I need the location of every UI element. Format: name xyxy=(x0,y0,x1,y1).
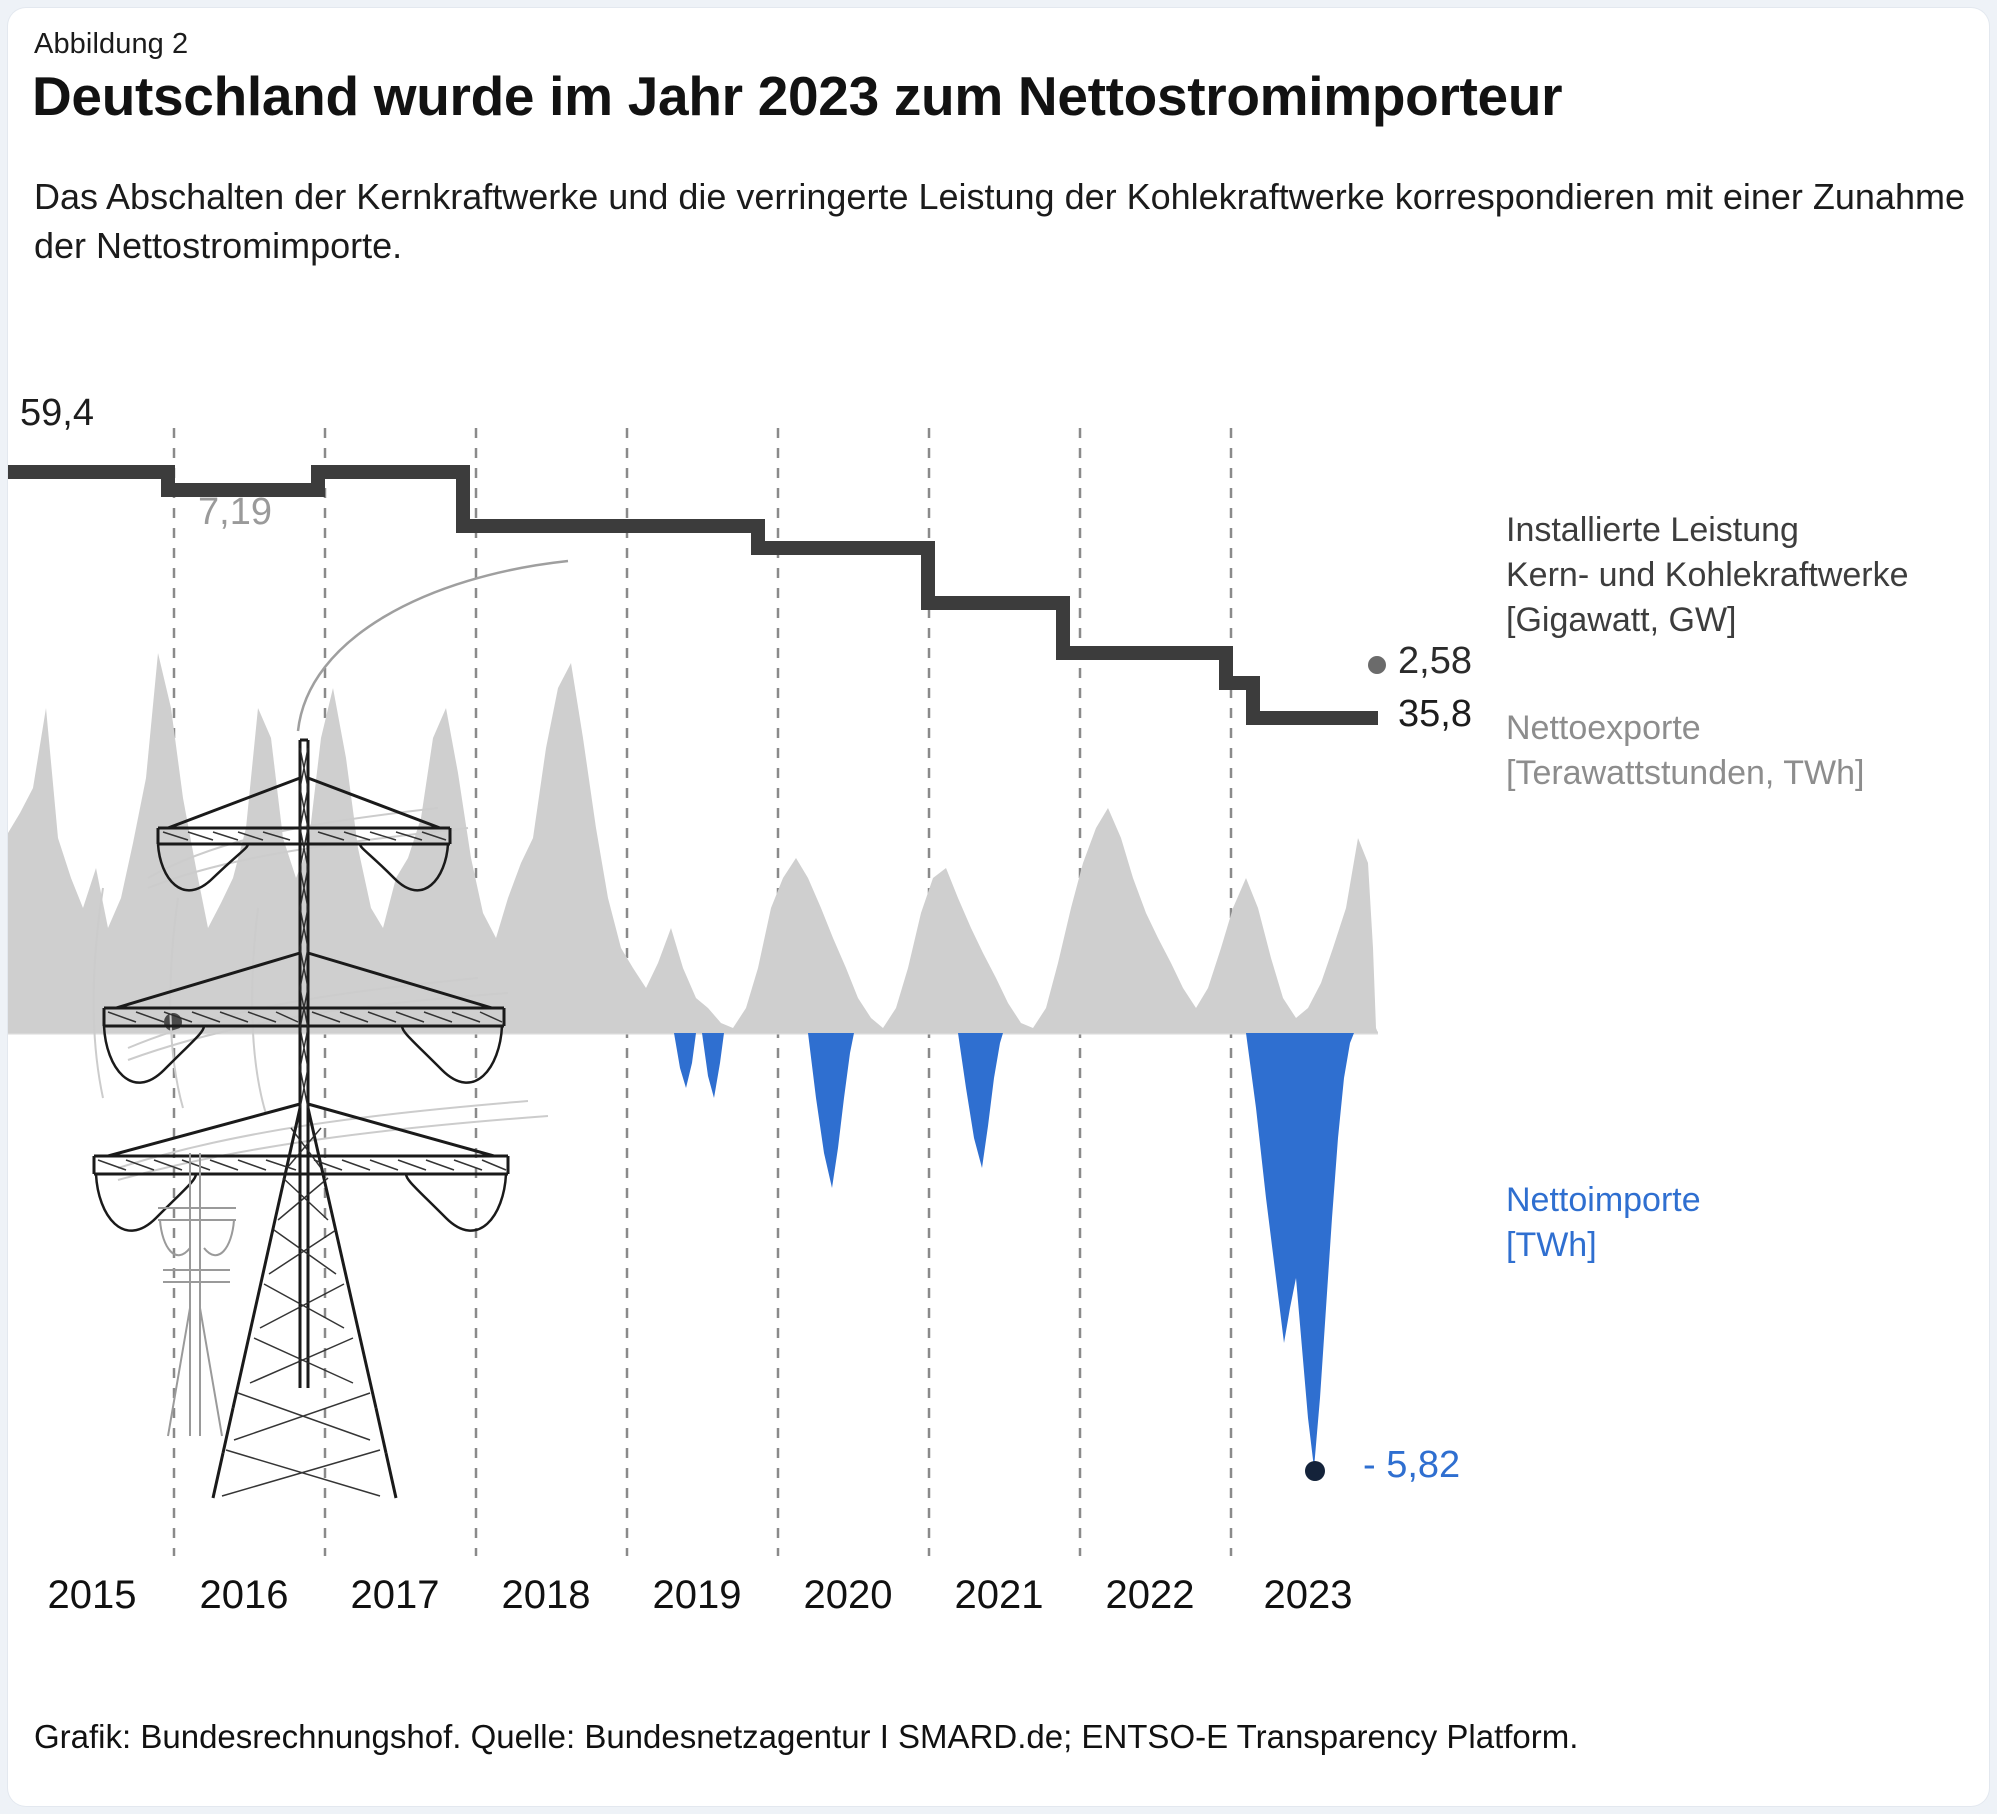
legend-exports-line2: [Terawattstunden, TWh] xyxy=(1506,753,1865,792)
legend-imports xyxy=(1506,1178,1701,1268)
footer-divider xyxy=(30,1680,1965,1681)
x-tick-2023: 2023 xyxy=(1263,1573,1353,1617)
x-axis-labels xyxy=(8,1573,1408,1633)
pylon-guy-wire xyxy=(298,561,568,731)
legend-exports-line1: Nettoexporte xyxy=(1506,709,1701,747)
legend-capacity xyxy=(1506,508,1909,643)
x-tick-2019: 2019 xyxy=(652,1573,742,1617)
series-nettoimporte-area-2023 xyxy=(1246,1033,1354,1468)
chart-canvas xyxy=(8,392,1989,1658)
page-title: Deutschland wurde im Jahr 2023 zum Nettostromimporteur xyxy=(32,65,1563,127)
value-capacity-end: 35,8 xyxy=(1398,693,1472,735)
x-tick-2018: 2018 xyxy=(501,1573,591,1617)
legend-imports-line1: Nettoimporte xyxy=(1506,1181,1701,1219)
x-tick-2017: 2017 xyxy=(350,1573,440,1617)
figure-card xyxy=(8,8,1989,1806)
legend-exports xyxy=(1506,706,1864,796)
legend-capacity-line1: Installierte Leistung xyxy=(1506,511,1799,549)
series-nettoimporte-area-2020 xyxy=(808,1033,854,1188)
x-tick-2020: 2020 xyxy=(803,1573,893,1617)
marker-imports-min xyxy=(1305,1461,1325,1481)
series-nettoimporte-area-2021 xyxy=(958,1033,1003,1168)
annotation-exports-peak: 7,19 xyxy=(198,491,272,533)
x-tick-2016: 2016 xyxy=(199,1573,289,1617)
annotation-capacity-start: 59,4 xyxy=(20,392,94,434)
x-tick-2022: 2022 xyxy=(1105,1573,1195,1617)
value-exports-end: 2,58 xyxy=(1398,640,1472,682)
value-imports-min: - 5,82 xyxy=(1363,1444,1461,1486)
series-nettoimporte-area-2019 xyxy=(674,1033,724,1098)
x-tick-2021: 2021 xyxy=(954,1573,1044,1617)
legend-capacity-line3: [Gigawatt, GW] xyxy=(1506,600,1737,639)
x-tick-2015: 2015 xyxy=(47,1573,137,1617)
marker-exports-end xyxy=(1368,656,1386,674)
legend-imports-line2: [TWh] xyxy=(1506,1225,1597,1264)
figure-subtitle: Das Abschalten der Kernkraftwerke und die verringerte Leistung der Kohlekraftwerke korrespondieren mit einer Zunahme der Nettostromimporte. xyxy=(34,176,1966,266)
source-note: Grafik: Bundesrechnungshof. Quelle: Bundesnetzagentur I SMARD.de; ENTSO-E Transparency Platform. xyxy=(34,1718,1579,1755)
legend-capacity-line2: Kern- und Kohlekraftwerke xyxy=(1506,555,1909,594)
figure-label: Abbildung 2 xyxy=(34,28,189,60)
